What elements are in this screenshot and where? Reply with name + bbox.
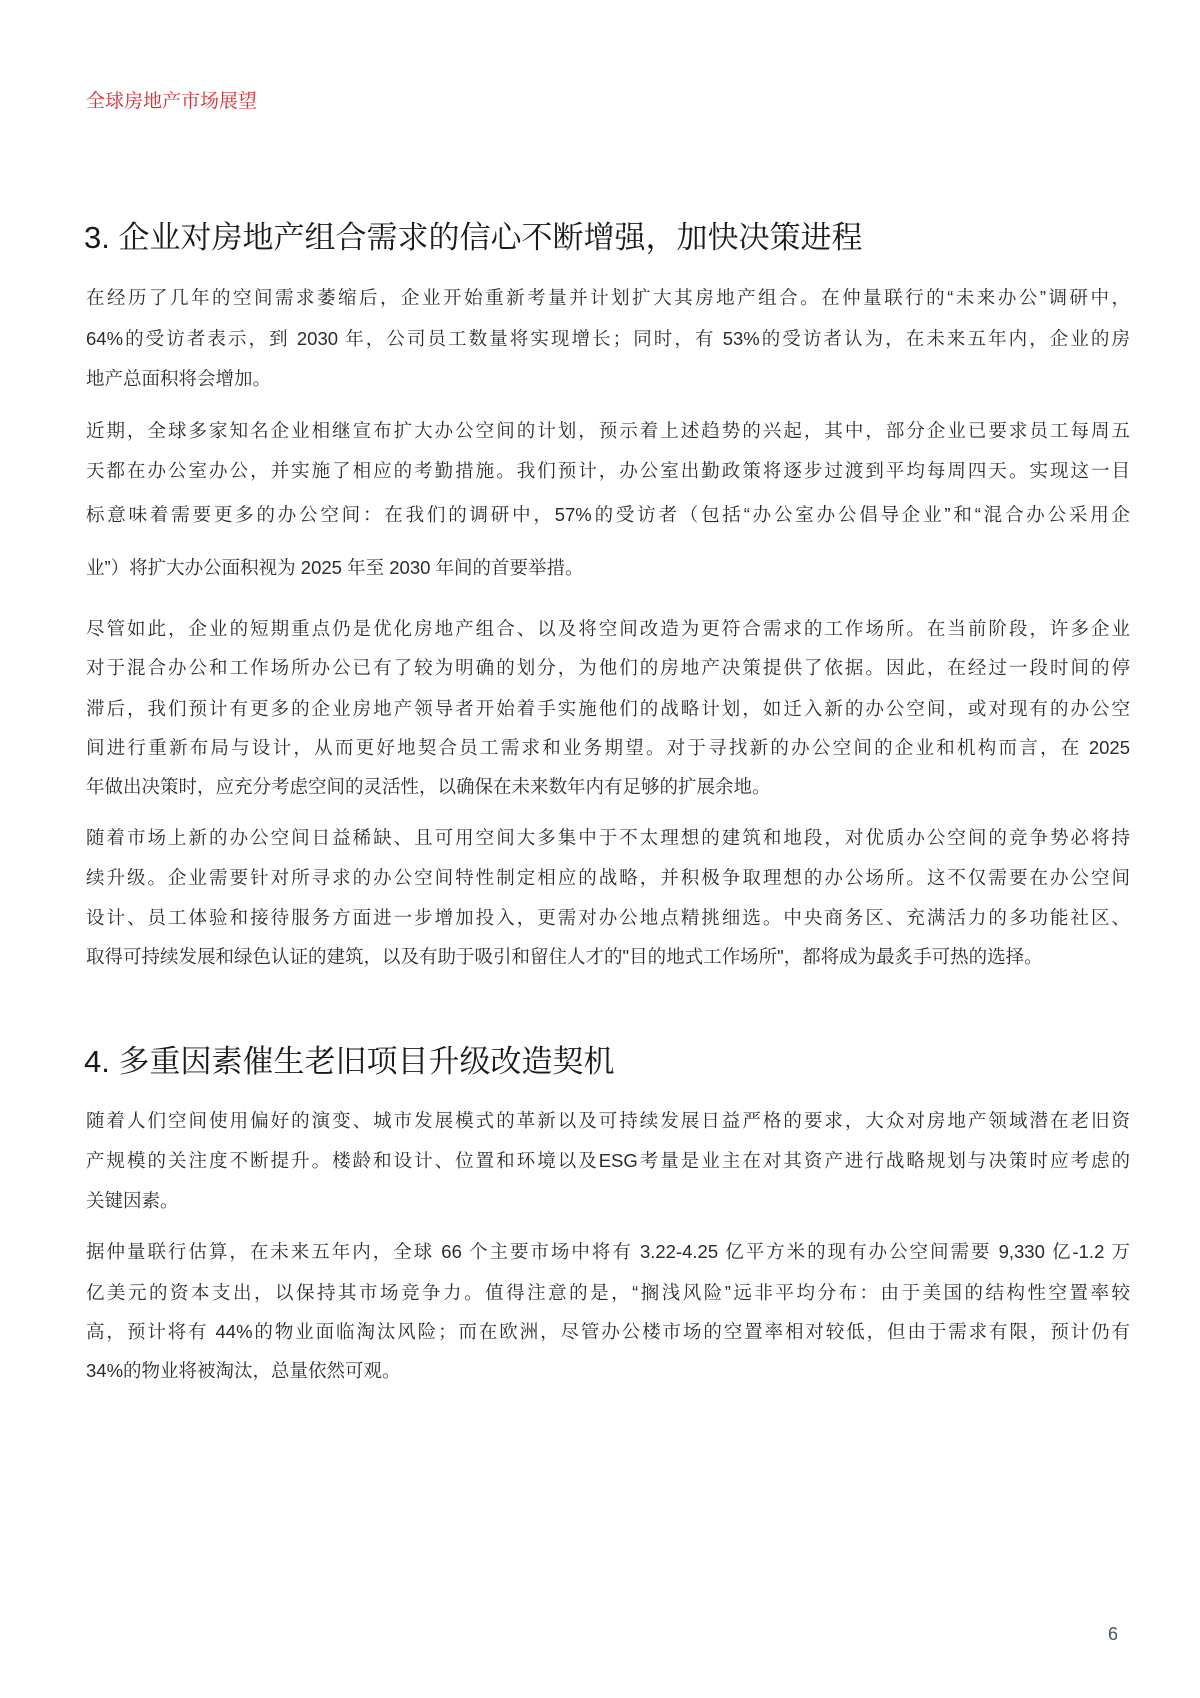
page-number: 6: [1108, 1624, 1119, 1644]
text-line: 年做出决策时，应充分考虑空间的灵活性，以确保在未来数年内有足够的扩展余地。: [86, 776, 771, 797]
text-line: 产规模的关注度不断提升。楼龄和设计、位置和环境以及ESG考量是业主在对其资产进行战略规划与决策时应考虑的: [86, 1150, 1130, 1171]
text-line: 尽管如此，企业的短期重点仍是优化房地产组合、以及将空间改造为更符合需求的工作场所。在当前阶段，许多企业: [86, 618, 1130, 639]
text-line: 关键因素。: [86, 1190, 179, 1211]
section-heading-3: 3. 企业对房地产组合需求的信心不断增强，加快决策进程: [84, 220, 863, 255]
text-line: 34%的物业将被淘汰，总量依然可观。: [86, 1360, 401, 1381]
text-line: 业”）将扩大办公面积视为 2025 年至 2030 年间的首要举措。: [86, 557, 584, 578]
text-line: 64%的受访者表示，到 2030 年，公司员工数量将实现增长；同时，有 53%的受访者认为，在未来五年内，企业的房: [86, 328, 1130, 349]
text-line: 亿美元的资本支出，以保持其市场竞争力。值得注意的是，“搁浅风险”远非平均分布：由于美国的结构性空置率较: [86, 1282, 1130, 1303]
text-line: 随着人们空间使用偏好的演变、城市发展模式的革新以及可持续发展日益严格的要求，大众对房地产领域潜在老旧资: [86, 1110, 1130, 1131]
text-line: 高，预计将有 44%的物业面临淘汰风险；而在欧洲，尽管办公楼市场的空置率相对较低，但由于需求有限，预计仍有: [86, 1321, 1130, 1342]
text-line: 标意味着需要更多的办公空间：在我们的调研中，57%的受访者（包括“办公室办公倡导企业”和“混合办公采用企: [86, 504, 1130, 525]
text-line: 天都在办公室办公，并实施了相应的考勤措施。我们预计，办公室出勤政策将逐步过渡到平均每周四天。实现这一目: [86, 460, 1130, 481]
text-line: 据仲量联行估算，在未来五年内，全球 66 个主要市场中将有 3.22-4.25 亿平方米的现有办公空间需要 9,330 亿-1.2 万: [86, 1241, 1130, 1262]
text-line: 近期，全球多家知名企业相继宣布扩大办公空间的计划，预示着上述趋势的兴起，其中，部分企业已要求员工每周五: [86, 420, 1130, 441]
text-line: 间进行重新布局与设计，从而更好地契合员工需求和业务期望。对于寻找新的办公空间的企业和机构而言，在 2025: [86, 737, 1130, 758]
text-line: 续升级。企业需要针对所寻求的办公空间特性制定相应的战略，并积极争取理想的办公场所。这不仅需要在办公空间: [86, 867, 1130, 888]
text-line: 对于混合办公和工作场所办公已有了较为明确的划分，为他们的房地产决策提供了依据。因此，在经过一段时间的停: [86, 657, 1130, 678]
text-line: 地产总面积将会增加。: [86, 368, 272, 389]
text-line: 设计、员工体验和接待服务方面进一步增加投入，更需对办公地点精挑细选。中央商务区、充满活力的多功能社区、: [86, 907, 1130, 928]
text-line: 取得可持续发展和绿色认证的建筑，以及有助于吸引和留住人才的"目的地式工作场所"，都将成为最炙手可热的选择。: [86, 946, 1043, 967]
text-line: 随着市场上新的办公空间日益稀缺、且可用空间大多集中于不太理想的建筑和地段，对优质办公空间的竞争势必将持: [86, 827, 1130, 848]
text-line: 在经历了几年的空间需求萎缩后，企业开始重新考量并计划扩大其房地产组合。在仲量联行的“未来办公”调研中，: [86, 287, 1130, 308]
text-line: 滞后，我们预计有更多的企业房地产领导者开始着手实施他们的战略计划，如迁入新的办公空间，或对现有的办公空: [86, 698, 1130, 719]
running-header: 全球房地产市场展望: [86, 91, 258, 112]
section-heading-4: 4. 多重因素催生老旧项目升级改造契机: [84, 1044, 615, 1079]
